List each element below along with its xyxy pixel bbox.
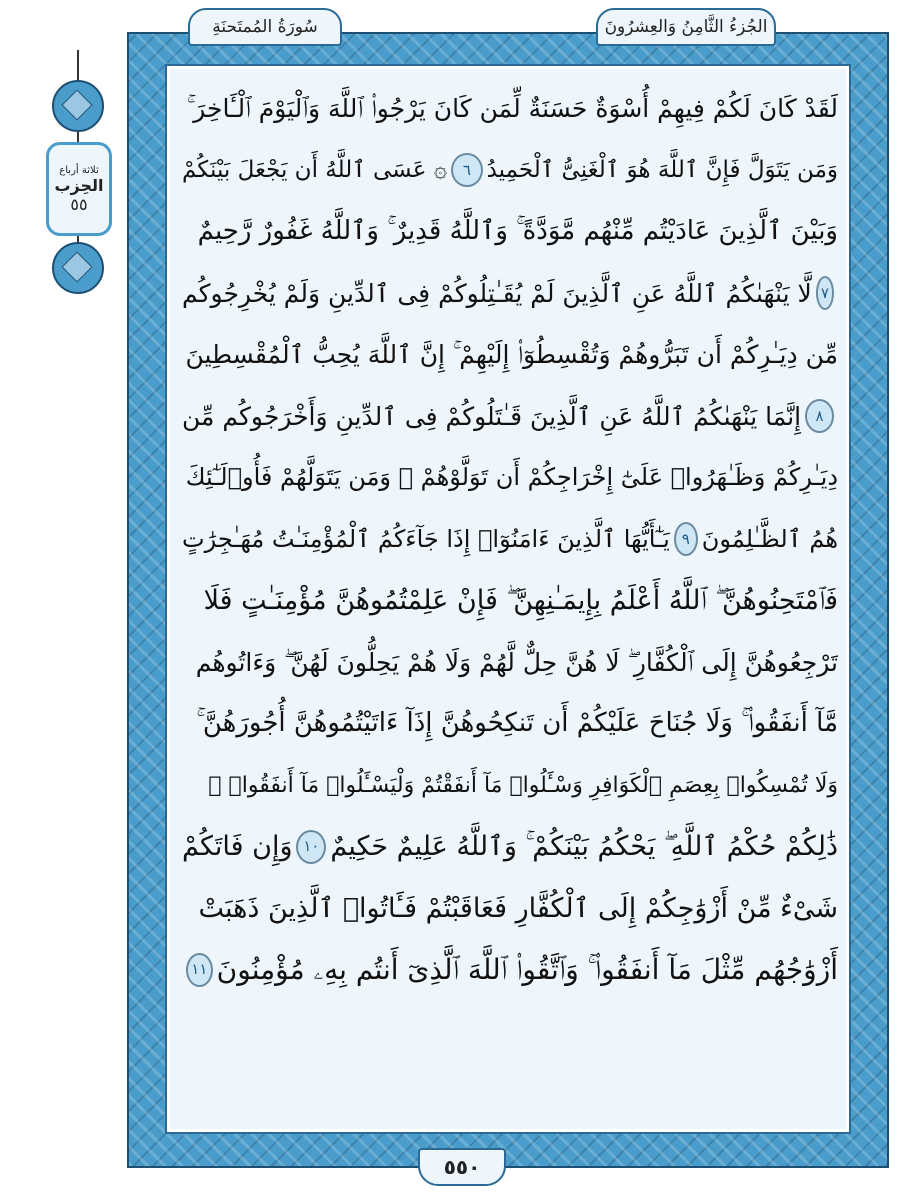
verse-text: دِيَـٰرِكُمْ وَظَـٰهَرُوا۟ عَلَىٰٓ إِخْرَاجِكُمْ أَن تَوَلَّوْهُمْ ۚ وَمَن يَتَوَلَّهُمْ فَأُو۟لَـٰٓئِكَ xyxy=(185,463,838,491)
text-line xyxy=(182,878,838,940)
verse-text: تَرْجِعُوهُنَّ إِلَى ٱلْكُفَّارِ ۖ لَا هُنَّ حِلٌّ لَّهُمْ وَلَا هُمْ يَحِلُّونَ لَهُنَّ ۖ وَءَاتُوهُم xyxy=(195,647,838,677)
text-line xyxy=(182,78,838,140)
text-line xyxy=(182,263,838,325)
quran-text xyxy=(182,78,838,1001)
verse-text: مَّآ أَنفَقُوا۟ ۚ وَلَا جُنَاحَ عَلَيْكُمْ أَن تَنكِحُوهُنَّ إِذَآ ءَاتَيْتُمُوهُنَّ أُجُورَهُنَّ ۚ xyxy=(196,708,838,738)
page-number: ٥٥٠ xyxy=(418,1148,506,1186)
text-line xyxy=(182,755,838,817)
hizb-label: الحِزب xyxy=(54,175,104,195)
ornament-medallion-icon xyxy=(52,242,104,294)
text-line xyxy=(182,140,838,202)
surah-name: سُورَةُ المُمتَحنَةِ xyxy=(188,8,342,46)
text-line xyxy=(182,324,838,386)
text-line xyxy=(182,632,838,694)
verse-text: إِنَّمَا يَنْهَىٰكُمُ ٱللَّهُ عَنِ ٱلَّذِينَ قَـٰتَلُوكُمْ فِى ٱلدِّينِ وَأَخْرَجُوكُم مِّن xyxy=(182,401,802,431)
hizb-label-box xyxy=(46,142,112,236)
verse-text: لَّا يَنْهَىٰكُمُ ٱللَّهُ عَنِ ٱلَّذِينَ لَمْ يُقَـٰتِلُوكُمْ فِى ٱلدِّينِ وَلَمْ يُخْرِجُوكُم xyxy=(182,278,812,308)
verse-text: يَـٰٓأَيُّهَا ٱلَّذِينَ ءَامَنُوٓا۟ إِذَا جَآءَكُمُ ٱلْمُؤْمِنَـٰتُ مُهَـٰجِرَٰتٍ xyxy=(182,524,670,553)
text-line xyxy=(182,509,838,571)
verse-text: فَٱمْتَحِنُوهُنَّ ۖ ٱللَّهُ أَعْلَمُ بِإِيمَـٰنِهِنَّ ۖ فَإِنْ عَلِمْتُمُوهُنَّ مُؤْمِنَـٰتٍ فَلَا xyxy=(203,585,838,616)
ayah-number-marker: ٧ xyxy=(816,276,834,310)
verse-text: أَزْوَٰجُهُم مِّثْلَ مَآ أَنفَقُوا۟ ۚ وَٱتَّقُوا۟ ٱللَّهَ ٱلَّذِىٓ أَنتُم بِهِۦ مُؤْمِنُونَ xyxy=(216,953,838,986)
verse-text: هُمُ ٱلظَّـٰلِمُونَ xyxy=(701,524,838,553)
verse-text: ۞ عَسَى ٱللَّهُ أَن يَجْعَلَ بَيْنَكُمْ xyxy=(182,156,448,183)
verse-text: وَإِن فَاتَكُمْ xyxy=(182,831,293,862)
ayah-number-marker: ٩ xyxy=(674,522,698,556)
verse-text: ذَٰلِكُمْ حُكْمُ ٱللَّهِ ۖ يَحْكُمُ بَيْنَكُمْ ۚ وَٱللَّهُ عَلِيمٌ حَكِيمٌ xyxy=(330,831,838,862)
text-line xyxy=(182,939,838,1001)
text-line xyxy=(182,570,838,632)
ayah-number-marker: ١٠ xyxy=(296,830,326,864)
text-line xyxy=(182,816,838,878)
verse-text: لَقَدْ كَانَ لَكُمْ فِيهِمْ أُسْوَةٌ حَسَنَةٌ لِّمَن كَانَ يَرْجُوا۟ ٱللَّهَ وَٱلْيَوْمَ ٱلْـَٔاخِرَ ۚ xyxy=(187,94,838,123)
hizb-number: ٥٥ xyxy=(70,194,88,214)
ayah-number-marker: ٨ xyxy=(805,399,834,433)
text-line xyxy=(182,447,838,509)
verse-text: وَلَا تُمْسِكُوا۟ بِعِصَمِ ٱلْكَوَافِرِ وَسْـَٔلُوا۟ مَآ أَنفَقْتُمْ وَلْيَسْـَٔلُوا۟ مَآ أَنفَقُوا۟ ۚ xyxy=(208,772,838,798)
ornament-medallion-icon xyxy=(52,80,104,132)
hizb-marker xyxy=(40,50,116,290)
ayah-number-marker: ٦ xyxy=(451,153,482,187)
text-line xyxy=(182,201,838,263)
verse-text: وَمَن يَتَوَلَّ فَإِنَّ ٱللَّهَ هُوَ ٱلْغَنِىُّ ٱلْحَمِيدُ xyxy=(486,156,838,183)
hizb-quarter: ثلاثة أرباع xyxy=(59,164,99,176)
text-line xyxy=(182,386,838,448)
text-line xyxy=(182,693,838,755)
verse-text: وَبَيْنَ ٱلَّذِينَ عَادَيْتُم مِّنْهُم مَّوَدَّةً ۚ وَٱللَّهُ قَدِيرٌ ۚ وَٱللَّهُ غَفُورٌ رَّحِيمٌ xyxy=(197,216,838,246)
juz-name: الجُزءُ الثَّامِنُ وَالعِشرُونَ xyxy=(596,8,776,46)
verse-text: شَىْءٌ مِّنْ أَزْوَٰجِكُمْ إِلَى ٱلْكُفَّارِ فَعَاقَبْتُمْ فَـَٔاتُوا۟ ٱلَّذِينَ ذَهَبَتْ xyxy=(198,892,838,924)
ayah-number-marker: ١١ xyxy=(186,953,213,987)
verse-text: مِّن دِيَـٰرِكُمْ أَن تَبَرُّوهُمْ وَتُقْسِطُوٓا۟ إِلَيْهِمْ ۚ إِنَّ ٱللَّهَ يُحِبُّ ٱلْمُقْسِطِينَ xyxy=(185,340,838,369)
